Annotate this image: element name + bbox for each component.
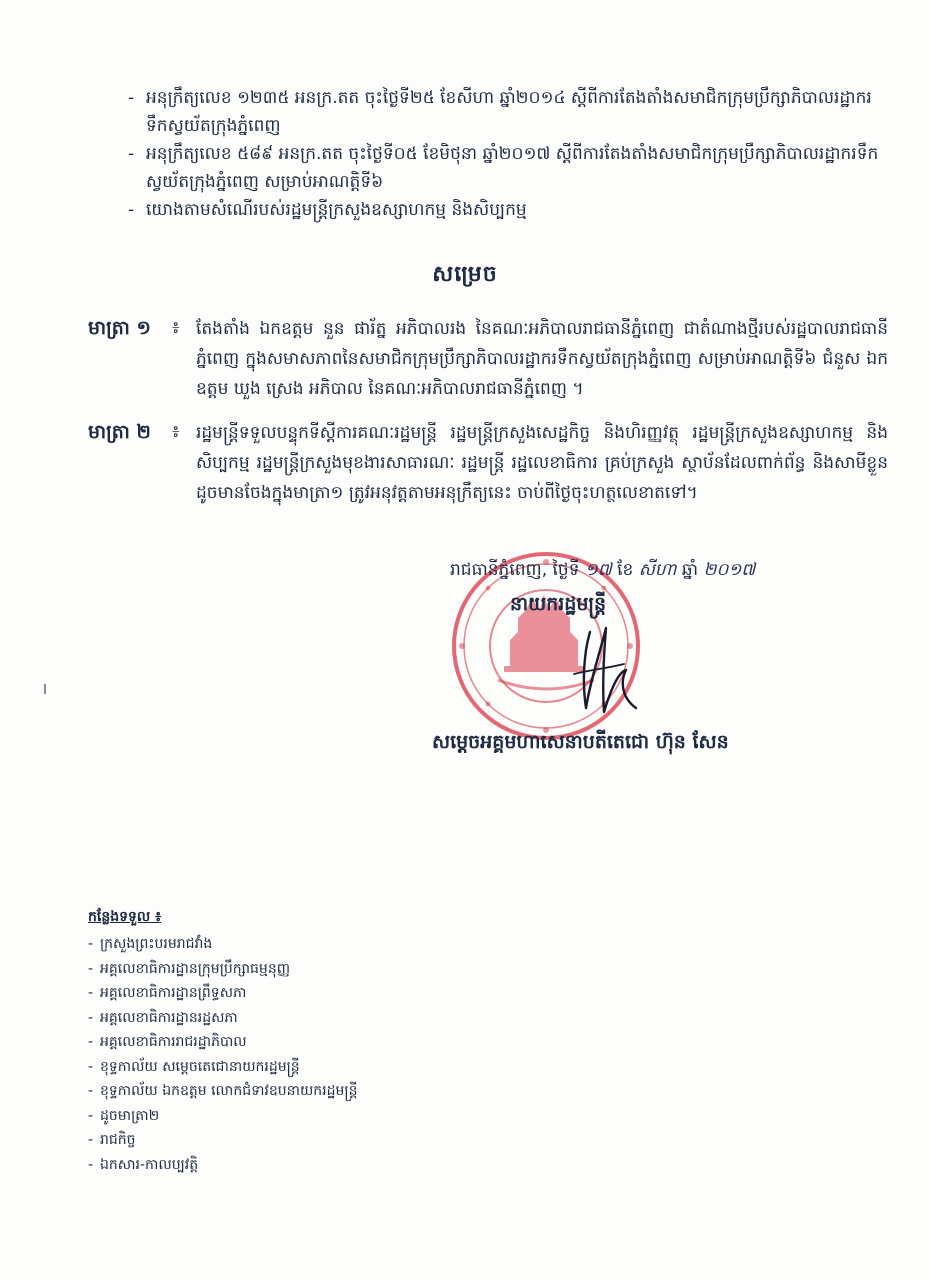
reference-list <box>128 84 888 224</box>
bullet-dash: - <box>88 960 94 977</box>
recipient-text: ខុទ្ទកាល័យ សម្តេចតេជោនាយករដ្ឋមន្ត្រី <box>100 1058 300 1075</box>
article-colon: ៖ <box>172 318 180 338</box>
bullet-dash: - <box>88 1083 94 1099</box>
article-text: តែងតាំង ឯកឧត្តម នួន ផារ័ត្ន អភិបាលរង នៃគណៈអភិបាលរាជធានីភ្នំពេញ ជាតំណាងថ្មីរបស់រដ្ឋបាលរាជធានីភ្នំពេញ ក្នុងសមាសភាពនៃសមាជិកក្រុមប្រឹក្សាភិបាលរដ្ឋាករទឹកស្វយ័តក្រុងភ្នំពេញ សម្រាប់អាណត្តិទី៦ ជំនួស ឯកឧត្តម ឃួង ស្រេង អភិបាល នៃគណៈអភិបាលរាជធានីភ្នំពេញ ។ <box>196 319 888 399</box>
bullet-dash: - <box>88 985 94 1001</box>
article-label: មាត្រា ១ <box>88 317 151 339</box>
recipient-text: អគ្គលេខាធិការដ្ឋានរដ្ឋសភា <box>100 1009 238 1026</box>
recipient-text: អគ្គលេខាធិការរាជរដ្ឋាភិបាល <box>100 1034 247 1050</box>
reference-item <box>128 196 888 224</box>
reference-item <box>128 84 888 140</box>
signatory-position: នាយករដ្ឋមន្ត្រី <box>510 593 607 615</box>
date-month: សីហា <box>638 560 677 580</box>
recipient-text: រាជកិច្ច <box>100 1132 136 1148</box>
date-day: ១៧ <box>584 560 612 580</box>
decision-title: សម្រេច <box>432 262 498 287</box>
bullet-dash: - <box>88 936 94 952</box>
bullet-dash: - <box>88 1132 94 1148</box>
recipient-text: ដូចមាត្រា២ <box>100 1107 160 1124</box>
recipient-item <box>88 981 588 1006</box>
recipient-text: អគ្គលេខាធិការដ្ឋានក្រុមប្រឹក្សាធម្មនុញ្ញ <box>100 960 291 977</box>
article-text: រដ្ឋមន្ត្រីទទួលបន្ទុកទីស្តីការគណៈរដ្ឋមន្ត្រី រដ្ឋមន្ត្រីក្រសួងសេដ្ឋកិច្ច និងហិរញ្ញវត្ថុ រដ្ឋមន្ត្រីក្រសួងឧស្សាហកម្ម និងសិប្បកម្ម រដ្ឋមន្ត្រីក្រសួងមុខងារសាធារណៈ រដ្ឋមន្ត្រី រដ្ឋលេខាធិការ គ្រប់ក្រសួង ស្ថាប័នដែលពាក់ព័ន្ធ និងសាមីខ្លួនដូចមានចែងក្នុងមាត្រា១ ត្រូវអនុវត្តតាមអនុក្រឹត្យនេះ ចាប់ពីថ្ងៃចុះហត្ថលេខាតទៅ។ <box>196 423 888 503</box>
recipient-item <box>88 1030 588 1055</box>
recipient-item <box>88 1079 588 1104</box>
article-colon: ៖ <box>172 422 180 442</box>
margin-mark <box>44 684 46 694</box>
place-date-line <box>450 556 755 584</box>
recipient-text: ក្រសួងព្រះបរមរាជវាំង <box>100 936 213 952</box>
recipient-item <box>88 1128 588 1153</box>
recipient-item <box>88 932 588 957</box>
reference-item <box>128 140 888 196</box>
bullet-dash: - <box>88 1156 94 1173</box>
recipients-block <box>88 906 588 1177</box>
bullet-dash: - <box>88 1034 94 1050</box>
recipient-item <box>88 1104 588 1129</box>
article-2 <box>88 418 888 508</box>
signatory-name: សម្តេចអគ្គមហាសេនាបតីតេជោ ហ៊ុន សែន <box>432 731 729 753</box>
bullet-dash: - <box>128 200 135 220</box>
recipient-item <box>88 1153 588 1178</box>
recipient-text: ខុទ្ទកាល័យ ឯកឧត្តម លោកជំទាវឧបនាយករដ្ឋមន្ត្រី <box>100 1083 358 1099</box>
bullet-dash: - <box>88 1009 94 1026</box>
bullet-dash: - <box>88 1107 94 1124</box>
signature-icon <box>560 612 650 722</box>
year-prefix: ឆ្នាំ <box>681 560 699 580</box>
recipients-list <box>88 932 588 1177</box>
bullet-dash: - <box>128 144 135 164</box>
recipient-item <box>88 1006 588 1031</box>
article-label: មាត្រា ២ <box>88 421 151 443</box>
recipient-item <box>88 957 588 982</box>
bullet-dash: - <box>128 88 135 108</box>
article-1 <box>88 314 888 404</box>
recipient-text: ឯកសារ-កាលប្បវត្តិ <box>100 1156 199 1173</box>
place-date-prefix: រាជធានីភ្នំពេញ, ថ្ងៃទី <box>450 560 580 580</box>
recipients-title: កន្លែងទទួល ៖ <box>88 909 162 925</box>
reference-text: អនុក្រឹត្យលេខ ១២៣៥ អនក្រ.តត ចុះថ្ងៃទី២៥ ខែសីហា ឆ្នាំ២០១៤ ស្តីពីការតែងតាំងសមាជិកក្រុមប្រឹក្សាភិបាលរដ្ឋាករទឹកស្វយ័តក្រុងភ្នំពេញ <box>146 88 872 136</box>
reference-text: យោងតាមសំណើរបស់រដ្ឋមន្ត្រីក្រសួងឧស្សាហកម្ម និងសិប្បកម្ម <box>146 200 527 220</box>
bullet-dash: - <box>88 1058 94 1075</box>
date-year: ២០១៧ <box>703 560 756 580</box>
reference-text: អនុក្រឹត្យលេខ ៥៨៩ អនក្រ.តត ចុះថ្ងៃទី០៥ ខែមិថុនា ឆ្នាំ២០១៧ ស្តីពីការតែងតាំងសមាជិកក្រុមប្រឹក្សាភិបាលរដ្ឋាករទឹកស្វយ័តក្រុងភ្នំពេញ សម្រាប់អាណត្តិទី៦ <box>146 144 879 192</box>
recipient-item <box>88 1055 588 1080</box>
recipient-text: អគ្គលេខាធិការដ្ឋានព្រឹទ្ធសភា <box>100 985 247 1001</box>
month-prefix: ខែ <box>617 560 634 580</box>
